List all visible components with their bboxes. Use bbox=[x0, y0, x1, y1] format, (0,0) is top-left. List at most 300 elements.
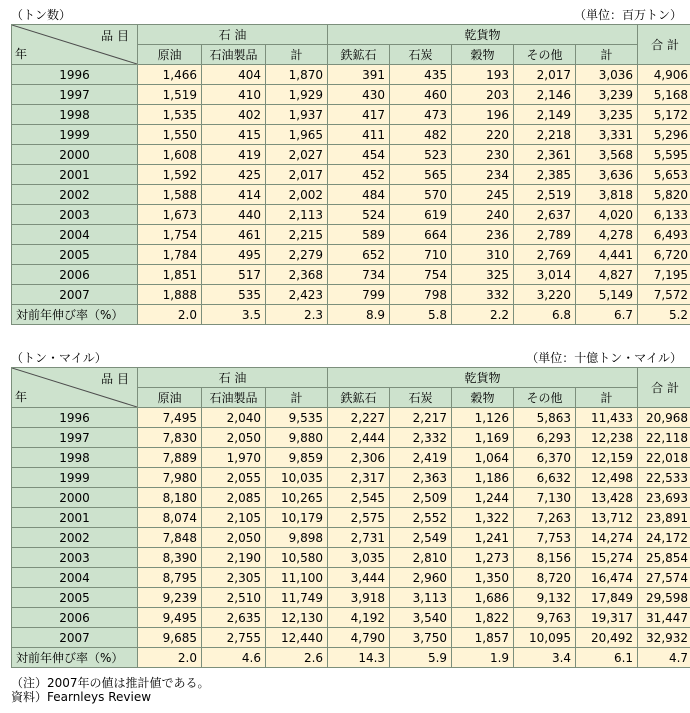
value-cell: 3,239 bbox=[576, 85, 638, 105]
table2-column-header: 鉄鉱石 bbox=[328, 388, 390, 408]
value-cell: 203 bbox=[452, 85, 514, 105]
value-cell: 5.9 bbox=[390, 648, 452, 668]
value-cell: 2,552 bbox=[390, 508, 452, 528]
table1-column-header: 石炭 bbox=[390, 45, 452, 65]
table2-total-header: 合 計 bbox=[638, 368, 690, 408]
table-row bbox=[12, 448, 690, 468]
table-row bbox=[12, 528, 690, 548]
value-cell: 535 bbox=[202, 285, 266, 305]
table1-corner-year-label: 年 bbox=[15, 47, 28, 61]
value-cell: 2,105 bbox=[202, 508, 266, 528]
value-cell: 524 bbox=[328, 205, 390, 225]
value-cell: 8,074 bbox=[138, 508, 202, 528]
value-cell: 2,002 bbox=[266, 185, 328, 205]
value-cell: 484 bbox=[328, 185, 390, 205]
value-cell: 1,608 bbox=[138, 145, 202, 165]
value-cell: 4,827 bbox=[576, 265, 638, 285]
year-cell: 1999 bbox=[12, 125, 138, 145]
table1-column-header: 計 bbox=[266, 45, 328, 65]
table2-caption-right: （単位：十億トン・マイル） bbox=[526, 351, 682, 365]
value-cell: 196 bbox=[452, 105, 514, 125]
value-cell: 12,159 bbox=[576, 448, 638, 468]
growth-rate-label: 対前年伸び率（%） bbox=[12, 305, 138, 325]
table-row bbox=[12, 428, 690, 448]
value-cell: 10,580 bbox=[266, 548, 328, 568]
value-cell: 1,937 bbox=[266, 105, 328, 125]
table2-corner-year-label: 年 bbox=[15, 390, 28, 404]
table2-column-header: 原油 bbox=[138, 388, 202, 408]
value-cell: 1,064 bbox=[452, 448, 514, 468]
value-cell: 523 bbox=[390, 145, 452, 165]
value-cell: 14.3 bbox=[328, 648, 390, 668]
value-cell: 2,423 bbox=[266, 285, 328, 305]
value-cell: 460 bbox=[390, 85, 452, 105]
value-cell: 236 bbox=[452, 225, 514, 245]
value-cell: 619 bbox=[390, 205, 452, 225]
value-cell: 332 bbox=[452, 285, 514, 305]
value-cell: 12,498 bbox=[576, 468, 638, 488]
year-cell: 1996 bbox=[12, 65, 138, 85]
value-cell: 2,755 bbox=[202, 628, 266, 648]
value-cell: 8.9 bbox=[328, 305, 390, 325]
value-cell: 5,820 bbox=[638, 185, 690, 205]
value-cell: 4,906 bbox=[638, 65, 690, 85]
table2-group-oil: 石 油 bbox=[138, 368, 328, 388]
value-cell: 2,519 bbox=[514, 185, 576, 205]
value-cell: 2,218 bbox=[514, 125, 576, 145]
value-cell: 5,168 bbox=[638, 85, 690, 105]
year-cell: 2000 bbox=[12, 488, 138, 508]
value-cell: 2.3 bbox=[266, 305, 328, 325]
value-cell: 710 bbox=[390, 245, 452, 265]
table1-column-header: 石油製品 bbox=[202, 45, 266, 65]
table-row bbox=[12, 285, 690, 305]
value-cell: 404 bbox=[202, 65, 266, 85]
value-cell: 32,932 bbox=[638, 628, 690, 648]
value-cell: 3.4 bbox=[514, 648, 576, 668]
value-cell: 565 bbox=[390, 165, 452, 185]
value-cell: 22,118 bbox=[638, 428, 690, 448]
value-cell: 1.9 bbox=[452, 648, 514, 668]
value-cell: 3,014 bbox=[514, 265, 576, 285]
value-cell: 1,929 bbox=[266, 85, 328, 105]
value-cell: 754 bbox=[390, 265, 452, 285]
value-cell: 1,754 bbox=[138, 225, 202, 245]
value-cell: 19,317 bbox=[576, 608, 638, 628]
value-cell: 3,444 bbox=[328, 568, 390, 588]
value-cell: 1,535 bbox=[138, 105, 202, 125]
value-cell: 9,859 bbox=[266, 448, 328, 468]
value-cell: 2,017 bbox=[266, 165, 328, 185]
value-cell: 5.8 bbox=[390, 305, 452, 325]
value-cell: 4,192 bbox=[328, 608, 390, 628]
value-cell: 10,265 bbox=[266, 488, 328, 508]
value-cell: 2,960 bbox=[390, 568, 452, 588]
value-cell: 1,126 bbox=[452, 408, 514, 428]
value-cell: 11,100 bbox=[266, 568, 328, 588]
value-cell: 4,441 bbox=[576, 245, 638, 265]
table-row bbox=[12, 165, 690, 185]
table2-column-header: 計 bbox=[266, 388, 328, 408]
value-cell: 2,789 bbox=[514, 225, 576, 245]
table1-group-oil: 石 油 bbox=[138, 25, 328, 45]
table1-group-dry: 乾貨物 bbox=[328, 25, 638, 45]
value-cell: 193 bbox=[452, 65, 514, 85]
value-cell: 2,027 bbox=[266, 145, 328, 165]
value-cell: 2,317 bbox=[328, 468, 390, 488]
value-cell: 240 bbox=[452, 205, 514, 225]
value-cell: 664 bbox=[390, 225, 452, 245]
value-cell: 5.2 bbox=[638, 305, 690, 325]
value-cell: 454 bbox=[328, 145, 390, 165]
value-cell: 2,575 bbox=[328, 508, 390, 528]
value-cell: 1,588 bbox=[138, 185, 202, 205]
value-cell: 310 bbox=[452, 245, 514, 265]
table-row bbox=[12, 608, 690, 628]
year-cell: 2005 bbox=[12, 588, 138, 608]
table-row bbox=[12, 508, 690, 528]
table2-column-header: 石炭 bbox=[390, 388, 452, 408]
table2-corner bbox=[12, 368, 138, 408]
value-cell: 473 bbox=[390, 105, 452, 125]
value-cell: 2,306 bbox=[328, 448, 390, 468]
value-cell: 734 bbox=[328, 265, 390, 285]
table-row bbox=[12, 548, 690, 568]
value-cell: 220 bbox=[452, 125, 514, 145]
value-cell: 10,095 bbox=[514, 628, 576, 648]
table-row bbox=[12, 65, 690, 85]
value-cell: 8,720 bbox=[514, 568, 576, 588]
value-cell: 1,686 bbox=[452, 588, 514, 608]
value-cell: 6.7 bbox=[576, 305, 638, 325]
value-cell: 11,749 bbox=[266, 588, 328, 608]
value-cell: 2,113 bbox=[266, 205, 328, 225]
table-row bbox=[12, 588, 690, 608]
table-row bbox=[12, 568, 690, 588]
value-cell: 1,550 bbox=[138, 125, 202, 145]
value-cell: 2,146 bbox=[514, 85, 576, 105]
year-cell: 2003 bbox=[12, 205, 138, 225]
value-cell: 7,980 bbox=[138, 468, 202, 488]
value-cell: 425 bbox=[202, 165, 266, 185]
value-cell: 7,263 bbox=[514, 508, 576, 528]
value-cell: 1,673 bbox=[138, 205, 202, 225]
year-cell: 1998 bbox=[12, 448, 138, 468]
value-cell: 3.5 bbox=[202, 305, 266, 325]
year-cell: 2002 bbox=[12, 185, 138, 205]
value-cell: 1,970 bbox=[202, 448, 266, 468]
table-row bbox=[12, 145, 690, 165]
year-cell: 2003 bbox=[12, 548, 138, 568]
value-cell: 9,239 bbox=[138, 588, 202, 608]
value-cell: 2,510 bbox=[202, 588, 266, 608]
value-cell: 1,965 bbox=[266, 125, 328, 145]
value-cell: 517 bbox=[202, 265, 266, 285]
table-row bbox=[12, 245, 690, 265]
value-cell: 12,440 bbox=[266, 628, 328, 648]
year-cell: 2001 bbox=[12, 165, 138, 185]
value-cell: 2,215 bbox=[266, 225, 328, 245]
value-cell: 2,545 bbox=[328, 488, 390, 508]
value-cell: 2,149 bbox=[514, 105, 576, 125]
value-cell: 24,172 bbox=[638, 528, 690, 548]
value-cell: 2,363 bbox=[390, 468, 452, 488]
table-row bbox=[12, 85, 690, 105]
value-cell: 419 bbox=[202, 145, 266, 165]
value-cell: 17,849 bbox=[576, 588, 638, 608]
table2-caption bbox=[11, 349, 682, 365]
value-cell: 6,133 bbox=[638, 205, 690, 225]
source-note: 資料）Fearnleys Review bbox=[11, 690, 152, 704]
value-cell: 10,035 bbox=[266, 468, 328, 488]
value-cell: 20,968 bbox=[638, 408, 690, 428]
table-row bbox=[12, 408, 690, 428]
value-cell: 2,017 bbox=[514, 65, 576, 85]
value-cell: 12,130 bbox=[266, 608, 328, 628]
value-cell: 3,918 bbox=[328, 588, 390, 608]
value-cell: 414 bbox=[202, 185, 266, 205]
value-cell: 440 bbox=[202, 205, 266, 225]
table-row bbox=[12, 105, 690, 125]
value-cell: 2,810 bbox=[390, 548, 452, 568]
value-cell: 3,750 bbox=[390, 628, 452, 648]
value-cell: 1,870 bbox=[266, 65, 328, 85]
table1-column-header: 鉄鉱石 bbox=[328, 45, 390, 65]
value-cell: 2,190 bbox=[202, 548, 266, 568]
table2-column-header: 計 bbox=[576, 388, 638, 408]
value-cell: 20,492 bbox=[576, 628, 638, 648]
value-cell: 3,220 bbox=[514, 285, 576, 305]
value-cell: 5,653 bbox=[638, 165, 690, 185]
value-cell: 23,891 bbox=[638, 508, 690, 528]
table1-corner bbox=[12, 25, 138, 65]
value-cell: 3,636 bbox=[576, 165, 638, 185]
year-cell: 2001 bbox=[12, 508, 138, 528]
value-cell: 2,637 bbox=[514, 205, 576, 225]
value-cell: 2,055 bbox=[202, 468, 266, 488]
value-cell: 589 bbox=[328, 225, 390, 245]
year-cell: 1997 bbox=[12, 428, 138, 448]
value-cell: 9,132 bbox=[514, 588, 576, 608]
value-cell: 2,769 bbox=[514, 245, 576, 265]
table1-column-header: その他 bbox=[514, 45, 576, 65]
value-cell: 3,331 bbox=[576, 125, 638, 145]
value-cell: 6.1 bbox=[576, 648, 638, 668]
value-cell: 5,149 bbox=[576, 285, 638, 305]
value-cell: 8,390 bbox=[138, 548, 202, 568]
value-cell: 7,495 bbox=[138, 408, 202, 428]
value-cell: 2,305 bbox=[202, 568, 266, 588]
year-cell: 2005 bbox=[12, 245, 138, 265]
table2-column-header: 穀物 bbox=[452, 388, 514, 408]
value-cell: 799 bbox=[328, 285, 390, 305]
table2-corner-item-label: 品 目 bbox=[101, 372, 129, 386]
value-cell: 417 bbox=[328, 105, 390, 125]
value-cell: 402 bbox=[202, 105, 266, 125]
value-cell: 2,509 bbox=[390, 488, 452, 508]
value-cell: 2,444 bbox=[328, 428, 390, 448]
value-cell: 7,572 bbox=[638, 285, 690, 305]
table1-column-header: 原油 bbox=[138, 45, 202, 65]
table-row bbox=[12, 265, 690, 285]
value-cell: 430 bbox=[328, 85, 390, 105]
table-row bbox=[12, 648, 690, 668]
table2-column-header: その他 bbox=[514, 388, 576, 408]
year-cell: 1996 bbox=[12, 408, 138, 428]
value-cell: 22,018 bbox=[638, 448, 690, 468]
value-cell: 1,273 bbox=[452, 548, 514, 568]
value-cell: 1,466 bbox=[138, 65, 202, 85]
year-cell: 2007 bbox=[12, 628, 138, 648]
value-cell: 435 bbox=[390, 65, 452, 85]
table2-column-header: 石油製品 bbox=[202, 388, 266, 408]
value-cell: 1,888 bbox=[138, 285, 202, 305]
value-cell: 14,274 bbox=[576, 528, 638, 548]
value-cell: 5,595 bbox=[638, 145, 690, 165]
table2-group-dry: 乾貨物 bbox=[328, 368, 638, 388]
year-cell: 2006 bbox=[12, 265, 138, 285]
value-cell: 29,598 bbox=[638, 588, 690, 608]
year-cell: 2002 bbox=[12, 528, 138, 548]
value-cell: 411 bbox=[328, 125, 390, 145]
value-cell: 6,720 bbox=[638, 245, 690, 265]
value-cell: 6,370 bbox=[514, 448, 576, 468]
table1-caption-left: （トン数） bbox=[11, 8, 72, 22]
value-cell: 3,568 bbox=[576, 145, 638, 165]
year-cell: 1998 bbox=[12, 105, 138, 125]
value-cell: 15,274 bbox=[576, 548, 638, 568]
value-cell: 9,898 bbox=[266, 528, 328, 548]
value-cell: 2,227 bbox=[328, 408, 390, 428]
value-cell: 1,350 bbox=[452, 568, 514, 588]
value-cell: 13,712 bbox=[576, 508, 638, 528]
value-cell: 230 bbox=[452, 145, 514, 165]
value-cell: 13,428 bbox=[576, 488, 638, 508]
value-cell: 1,822 bbox=[452, 608, 514, 628]
value-cell: 9,763 bbox=[514, 608, 576, 628]
value-cell: 495 bbox=[202, 245, 266, 265]
value-cell: 25,854 bbox=[638, 548, 690, 568]
table-row bbox=[12, 468, 690, 488]
value-cell: 4.7 bbox=[638, 648, 690, 668]
value-cell: 9,685 bbox=[138, 628, 202, 648]
value-cell: 798 bbox=[390, 285, 452, 305]
value-cell: 1,186 bbox=[452, 468, 514, 488]
value-cell: 1,592 bbox=[138, 165, 202, 185]
value-cell: 2,549 bbox=[390, 528, 452, 548]
ton-mile-table bbox=[11, 367, 690, 668]
year-cell: 2004 bbox=[12, 568, 138, 588]
value-cell: 10,179 bbox=[266, 508, 328, 528]
value-cell: 1,851 bbox=[138, 265, 202, 285]
table-row bbox=[12, 125, 690, 145]
table1-column-header: 計 bbox=[576, 45, 638, 65]
value-cell: 452 bbox=[328, 165, 390, 185]
table-row bbox=[12, 185, 690, 205]
value-cell: 2,040 bbox=[202, 408, 266, 428]
year-cell: 2004 bbox=[12, 225, 138, 245]
value-cell: 2.0 bbox=[138, 648, 202, 668]
value-cell: 3,036 bbox=[576, 65, 638, 85]
value-cell: 7,830 bbox=[138, 428, 202, 448]
value-cell: 7,848 bbox=[138, 528, 202, 548]
value-cell: 2.6 bbox=[266, 648, 328, 668]
value-cell: 1,241 bbox=[452, 528, 514, 548]
value-cell: 23,693 bbox=[638, 488, 690, 508]
value-cell: 27,574 bbox=[638, 568, 690, 588]
value-cell: 391 bbox=[328, 65, 390, 85]
value-cell: 2,050 bbox=[202, 428, 266, 448]
table1-corner-item-label: 品 目 bbox=[101, 29, 129, 43]
value-cell: 7,753 bbox=[514, 528, 576, 548]
value-cell: 2,050 bbox=[202, 528, 266, 548]
tonnage-table bbox=[11, 24, 690, 325]
value-cell: 8,156 bbox=[514, 548, 576, 568]
value-cell: 6,493 bbox=[638, 225, 690, 245]
value-cell: 410 bbox=[202, 85, 266, 105]
value-cell: 2,332 bbox=[390, 428, 452, 448]
value-cell: 2,085 bbox=[202, 488, 266, 508]
table2-caption-left: （トン・マイル） bbox=[11, 351, 107, 365]
value-cell: 3,035 bbox=[328, 548, 390, 568]
value-cell: 3,113 bbox=[390, 588, 452, 608]
value-cell: 461 bbox=[202, 225, 266, 245]
year-cell: 1997 bbox=[12, 85, 138, 105]
value-cell: 5,863 bbox=[514, 408, 576, 428]
value-cell: 6,293 bbox=[514, 428, 576, 448]
value-cell: 1,857 bbox=[452, 628, 514, 648]
value-cell: 7,130 bbox=[514, 488, 576, 508]
value-cell: 9,880 bbox=[266, 428, 328, 448]
year-cell: 2000 bbox=[12, 145, 138, 165]
footnote: （注）2007年の値は推計値である。 bbox=[11, 676, 210, 690]
value-cell: 2,217 bbox=[390, 408, 452, 428]
table-row bbox=[12, 305, 690, 325]
value-cell: 12,238 bbox=[576, 428, 638, 448]
table-row bbox=[12, 205, 690, 225]
value-cell: 3,540 bbox=[390, 608, 452, 628]
table1-caption-right: （単位：百万トン） bbox=[573, 8, 682, 22]
value-cell: 415 bbox=[202, 125, 266, 145]
year-cell: 1999 bbox=[12, 468, 138, 488]
value-cell: 245 bbox=[452, 185, 514, 205]
value-cell: 11,433 bbox=[576, 408, 638, 428]
value-cell: 6,632 bbox=[514, 468, 576, 488]
value-cell: 16,474 bbox=[576, 568, 638, 588]
value-cell: 652 bbox=[328, 245, 390, 265]
value-cell: 2,361 bbox=[514, 145, 576, 165]
table-row bbox=[12, 225, 690, 245]
value-cell: 4.6 bbox=[202, 648, 266, 668]
value-cell: 570 bbox=[390, 185, 452, 205]
table1-caption bbox=[11, 6, 682, 22]
value-cell: 22,533 bbox=[638, 468, 690, 488]
value-cell: 5,296 bbox=[638, 125, 690, 145]
value-cell: 2.2 bbox=[452, 305, 514, 325]
value-cell: 1,784 bbox=[138, 245, 202, 265]
value-cell: 7,195 bbox=[638, 265, 690, 285]
value-cell: 2,279 bbox=[266, 245, 328, 265]
value-cell: 2,385 bbox=[514, 165, 576, 185]
year-cell: 2006 bbox=[12, 608, 138, 628]
value-cell: 3,818 bbox=[576, 185, 638, 205]
value-cell: 9,535 bbox=[266, 408, 328, 428]
value-cell: 4,790 bbox=[328, 628, 390, 648]
value-cell: 9,495 bbox=[138, 608, 202, 628]
value-cell: 31,447 bbox=[638, 608, 690, 628]
value-cell: 8,180 bbox=[138, 488, 202, 508]
value-cell: 2,419 bbox=[390, 448, 452, 468]
